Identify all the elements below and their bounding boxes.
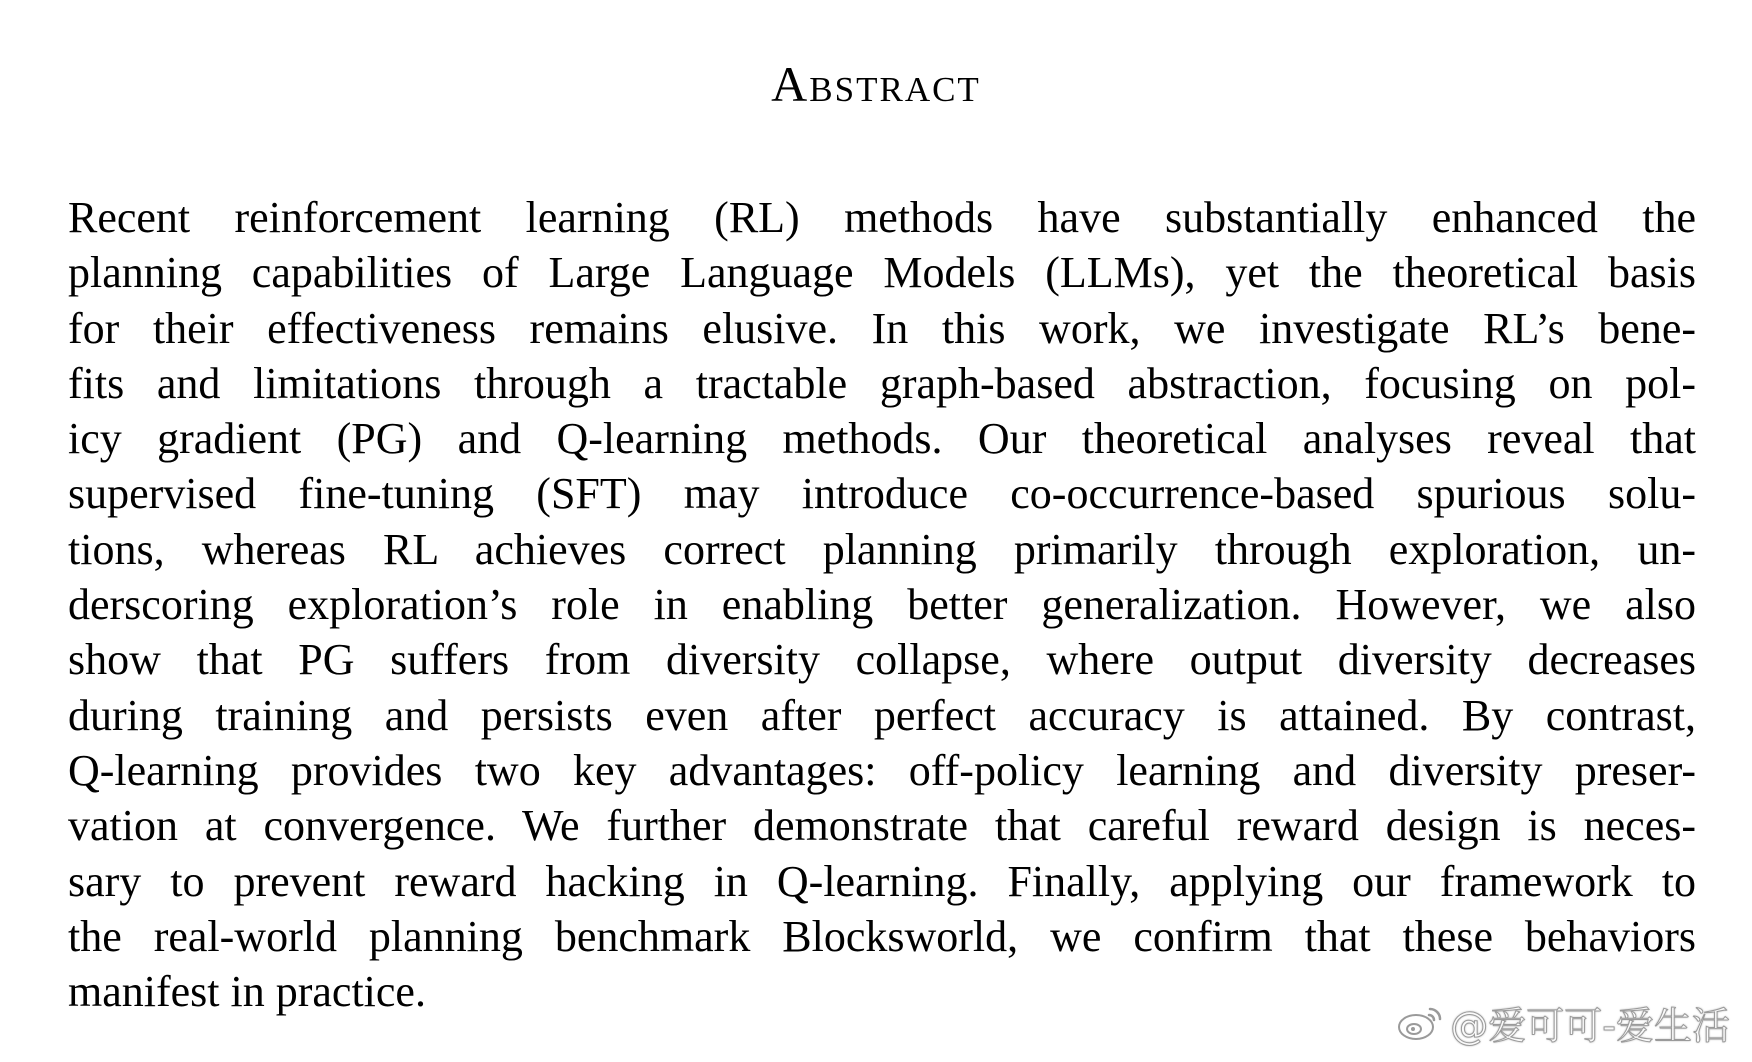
abstract-heading: Abstract (771, 56, 981, 112)
abstract-line: during training and persists even after perfect accuracy is attained. By contrast, (68, 690, 1696, 740)
abstract-body (68, 190, 1696, 1019)
watermark (1396, 995, 1730, 1050)
weibo-icon (1396, 1003, 1444, 1043)
abstract-line: Recent reinforcement learning (RL) methods have substantially enhanced the (68, 193, 1696, 242)
abstract-line: supervised fine-tuning (SFT) may introduce co-occurrence-based spurious solu- (68, 469, 1696, 519)
abstract-line: show that PG suffers from diversity collapse, where output diversity decreases (68, 635, 1696, 685)
abstract-line: derscoring exploration’s role in enabling better generalization. However, we also (68, 580, 1696, 630)
abstract-line: planning capabilities of Large Language Models (LLMs), yet the theoretical basis (68, 248, 1696, 298)
abstract-line: Q-learning provides two key advantages: off-policy learning and diversity preser- (68, 745, 1696, 795)
abstract-line: tions, whereas RL achieves correct planning primarily through exploration, un- (68, 524, 1696, 574)
abstract-line: the real-world planning benchmark Blocksworld, we confirm that these behaviors (68, 911, 1696, 961)
abstract-line: for their effectiveness remains elusive. In this work, we investigate RL’s bene- (68, 303, 1696, 353)
abstract-line: fits and limitations through a tractable graph-based abstraction, focusing on pol- (68, 358, 1696, 408)
watermark-text: @爱可可-爱生活 (1450, 1004, 1730, 1048)
abstract-line: manifest in practice. (68, 967, 426, 1017)
abstract-line: icy gradient (PG) and Q-learning methods. Our theoretical analyses reveal that (68, 414, 1696, 464)
abstract-line: sary to prevent reward hacking in Q-learning. Finally, applying our framework to (68, 856, 1696, 906)
abstract-line: vation at convergence. We further demonstrate that careful reward design is neces- (68, 801, 1696, 851)
